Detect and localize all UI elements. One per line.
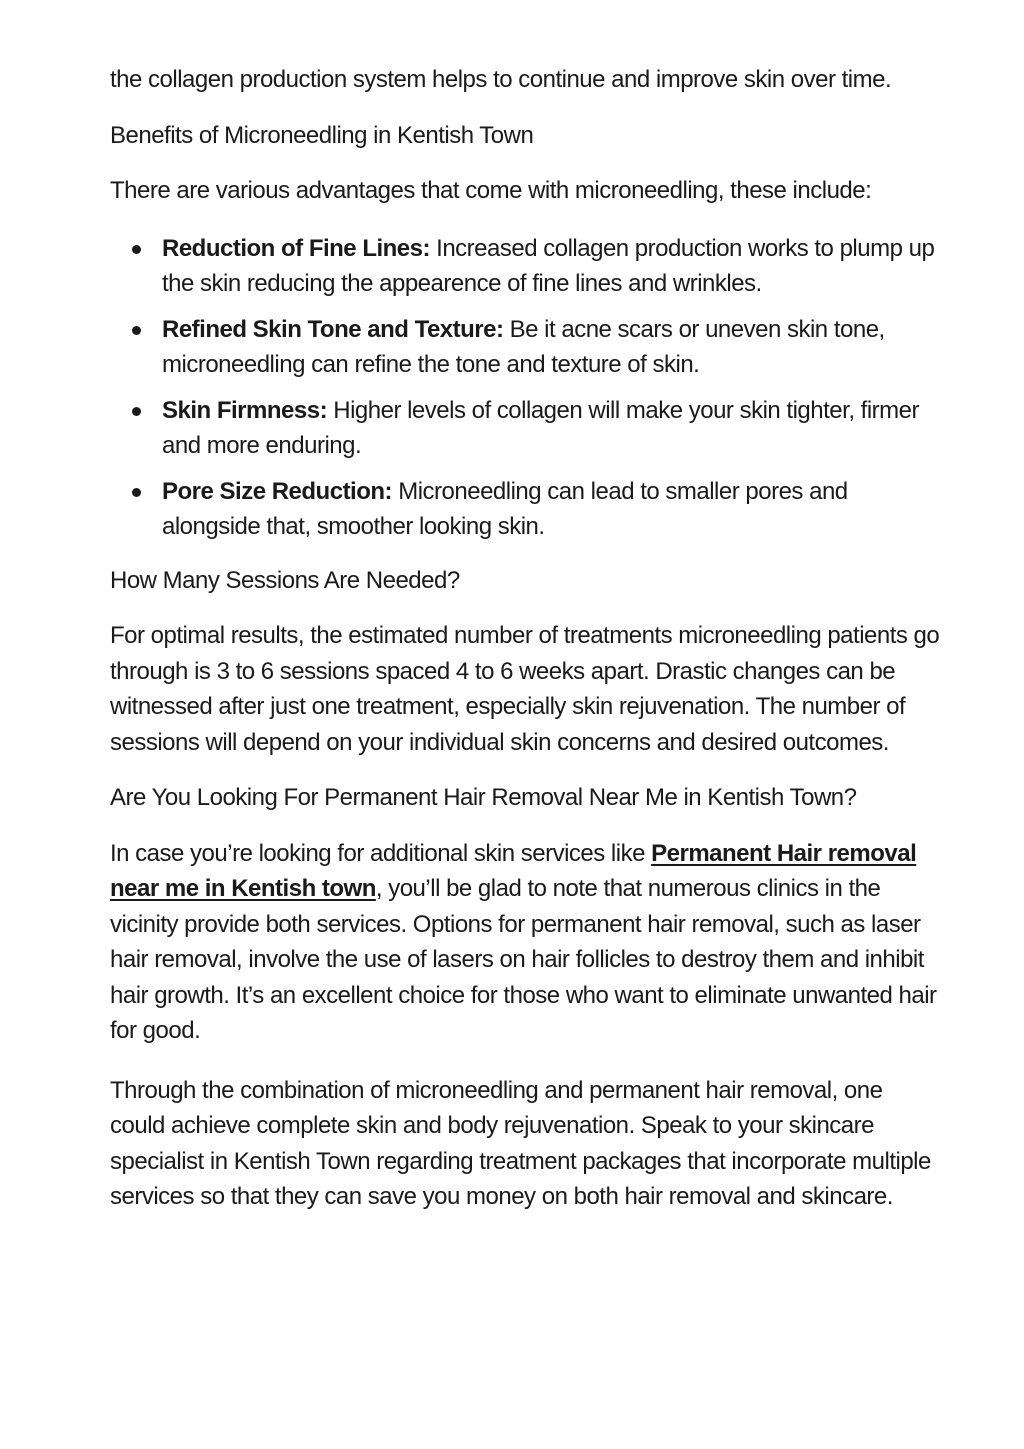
benefit-title: Reduction of Fine Lines: <box>162 234 430 262</box>
benefit-title: Pore Size Reduction: <box>162 477 393 505</box>
benefit-text: Higher levels of collagen will make your skin tighter, firmer and more enduring. <box>162 396 919 459</box>
benefit-text: Increased collagen production works to plump up the skin reducing the appearence of fine lines and wrinkles. <box>162 234 935 297</box>
document-page <box>110 62 940 1215</box>
intro-paragraph: the collagen production system helps to continue and improve skin over time. <box>110 66 892 93</box>
benefits-heading: Benefits of Microneedling in Kentish Town <box>110 121 534 149</box>
list-item <box>162 474 940 545</box>
bullet-icon <box>132 488 141 497</box>
sessions-heading: How Many Sessions Are Needed? <box>110 566 460 594</box>
benefit-title: Skin Firmness: <box>162 396 328 424</box>
list-item <box>162 231 940 302</box>
benefit-text: Microneedling can lead to smaller pores and alongside that, smoother looking skin. <box>162 477 848 540</box>
bullet-icon <box>132 407 141 416</box>
bullet-icon <box>132 245 141 254</box>
hair-removal-paragraph <box>110 836 940 1049</box>
list-item <box>162 312 940 383</box>
benefit-text: Be it acne scars or uneven skin tone, microneedling can refine the tone and texture of skin. <box>162 315 885 378</box>
hair-text-before-link: In case you’re looking for additional skin services like <box>110 839 652 867</box>
hair-text-after-link: , you’ll be glad to note that numerous clinics in the vicinity provide both services. Options for permanent hair removal, such as laser hair removal, involve the use of lasers on hair follicles to destroy them and inhibit hair growth. It’s an excellent choice for those who want to eliminate unwanted hair for good. <box>110 875 937 1044</box>
permanent-hair-removal-link[interactable]: Permanent Hair removal near me in Kentish town <box>110 839 917 902</box>
sessions-paragraph: For optimal results, the estimated number of treatments microneedling patients go through is 3 to 6 sessions spaced 4 to 6 weeks apart. Drastic changes can be witnessed after just one treatment, especially skin rejuvenation. The number of sessions will depend on your individual skin concerns and desired outcomes. <box>110 622 940 756</box>
benefit-title: Refined Skin Tone and Texture: <box>162 315 504 343</box>
benefits-intro: There are various advantages that come with microneedling, these include: <box>110 177 872 204</box>
hair-removal-heading: Are You Looking For Permanent Hair Removal Near Me in Kentish Town? <box>110 784 857 811</box>
bullet-icon <box>132 326 141 335</box>
benefits-list <box>110 231 940 545</box>
closing-paragraph: Through the combination of microneedling and permanent hair removal, one could achieve complete skin and body rejuvenation. Speak to your skincare specialist in Kentish Town regarding treatment packages that incorporate multiple services so that they can save you money on both hair removal and skincare. <box>110 1076 931 1210</box>
list-item <box>162 393 940 464</box>
